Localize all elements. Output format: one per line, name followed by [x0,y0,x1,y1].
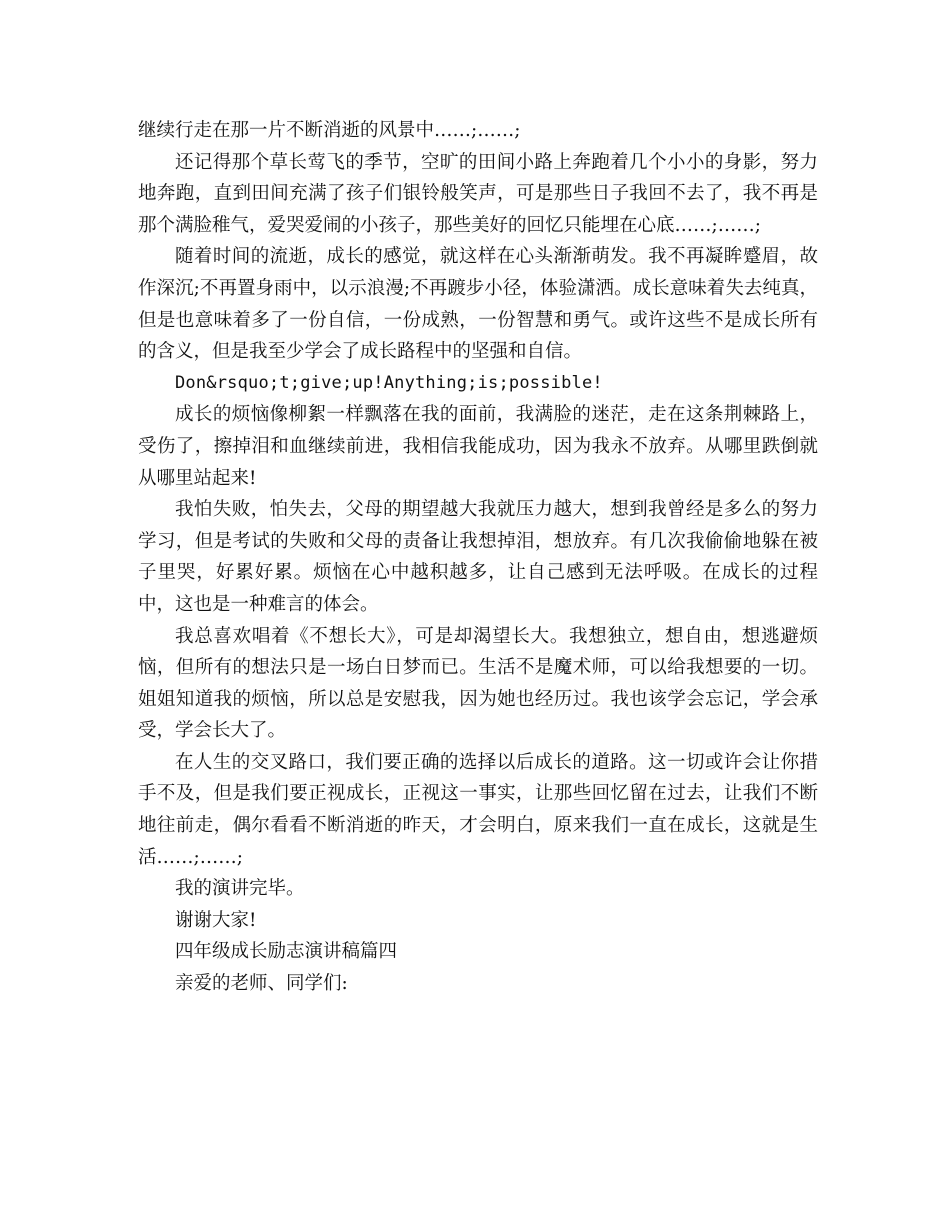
paragraph: 我怕失败，怕失去，父母的期望越大我就压力越大，想到我曾经是多么的努力学习，但是考试的失败和父母的责备让我想掉泪，想放弃。有几次我偷偷地躲在被子里哭，好累好累。烦恼在心中越积越多，让自己感到无法呼吸。在成长的过程中，这也是一种难言的体会。 [138,499,818,615]
salutation: 亲爱的老师、同学们: [175,973,348,995]
thanks-line: 谢谢大家! [175,909,257,931]
document-body [138,115,818,1000]
paragraph-english-quote: Don&rsquo;t;give;up!Anything;is;possible! [175,372,603,393]
section-heading: 四年级成长励志演讲稿篇四 [175,941,398,963]
paragraph: 我总喜欢唱着《不想长大》，可是却渴望长大。我想独立，想自由，想逃避烦恼，但所有的想法只是一场白日梦而已。生活不是魔术师，可以给我想要的一切。姐姐知道我的烦恼，所以总是安慰我，因为她也经历过。我也该学会忘记，学会承受，学会长大了。 [138,625,818,742]
closing-line: 我的演讲完毕。 [175,878,305,900]
paragraph: 在人生的交叉路口，我们要正确的选择以后成长的道路。这一切或许会让你措手不及，但是我们要正视成长，正视这一事实，让那些回忆留在过去，让我们不断地往前走，偶尔看看不断消逝的昨天，才会明白，原来我们一直在成长，这就是生活……;……; [138,751,818,868]
paragraph: 继续行走在那一片不断消逝的风景中……;……; [138,120,521,141]
paragraph: 成长的烦恼像柳絮一样飘落在我的面前，我满脸的迷茫，走在这条荆棘路上，受伤了，擦掉泪和血继续前进，我相信我能成功，因为我永不放弃。从哪里跌倒就从哪里站起来! [138,404,818,489]
paragraph: 随着时间的流逝，成长的感觉，就这样在心头渐渐萌发。我不再凝眸蹙眉，故作深沉;不再置身雨中，以示浪漫;不再踱步小径，体验潇洒。成长意味着失去纯真，但是也意味着多了一份自信，一份成熟，一份智慧和勇气。或许这些不是成长所有的含义，但是我至少学会了成长路程中的坚强和自信。 [138,246,818,363]
paragraph: 还记得那个草长莺飞的季节，空旷的田间小路上奔跑着几个小小的身影，努力地奔跑，直到田间充满了孩子们银铃般笑声，可是那些日子我回不去了，我不再是那个满脸稚气，爱哭爱闹的小孩子，那些美好的回忆只能埋在心底……;……; [138,151,818,236]
